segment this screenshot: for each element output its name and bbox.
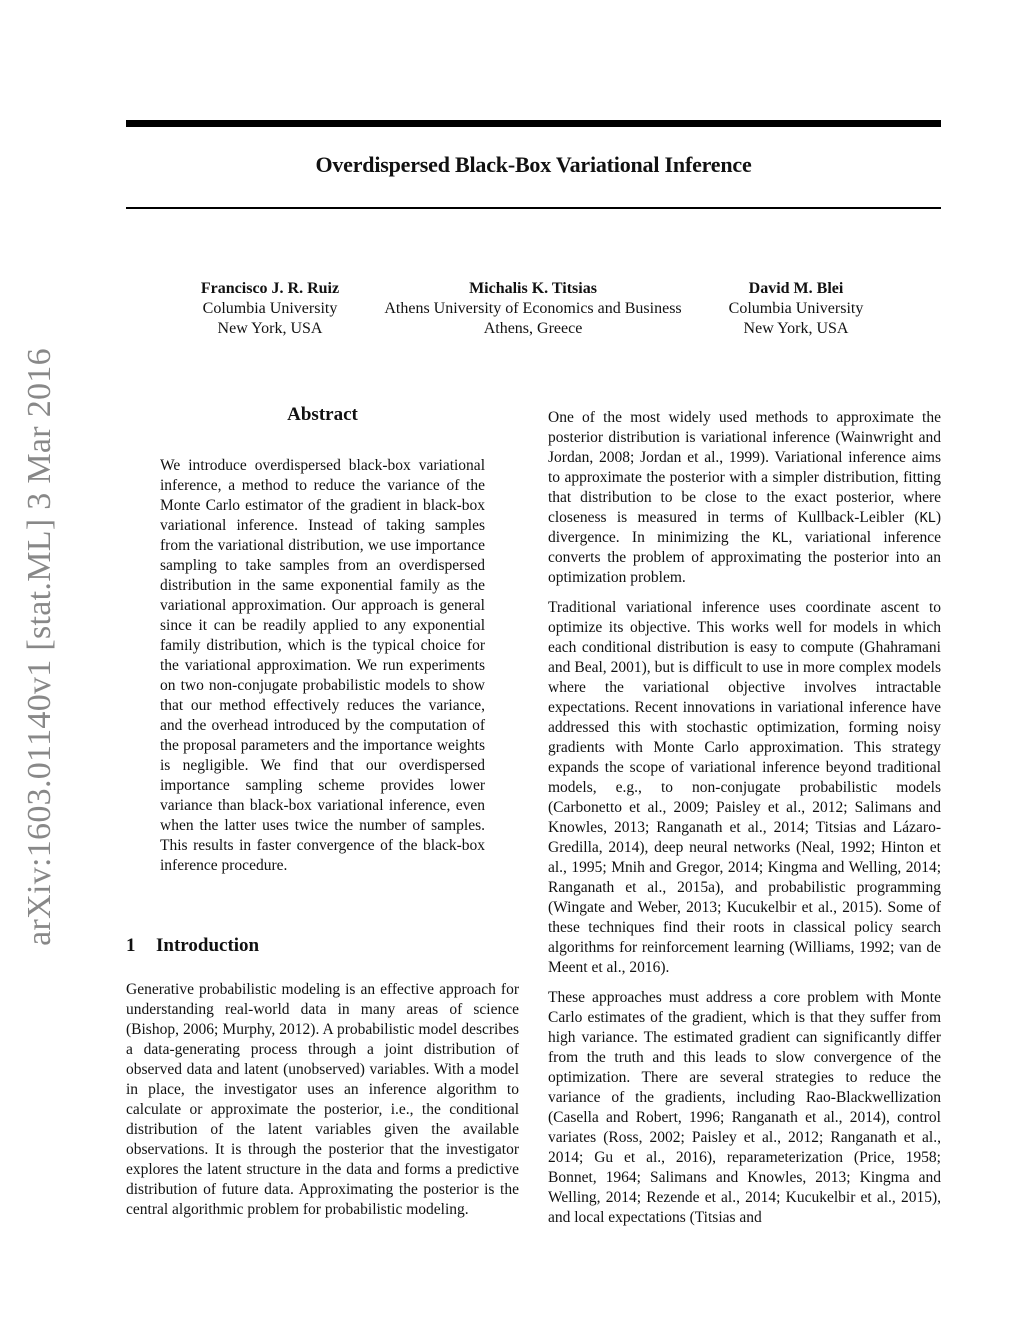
section-title: Introduction [156, 935, 260, 956]
title-bottom-rule [126, 207, 941, 209]
author-location: New York, USA [743, 320, 849, 337]
paper-title: Overdispersed Black-Box Variational Inference [315, 152, 752, 177]
author-block-ruiz [170, 279, 370, 339]
intro-paragraph-3: Traditional variational inference uses coordinate ascent to optimize its objective. This works well for models in which each conditional distribution is easy to compute (Ghahramani and Beal, 2001), but is difficult to use in more complex models where the variational objective involves intractable expectations. Recent innovations in variational inference have addressed this with stochastic optimization, forming noisy gradients with Monte Carlo approximation. This strategy expands the scope of variational inference beyond traditional models, e.g., to non-conjugate probabilistic models (Carbonetto et al., 2009; Paisley et al., 2012; Salimans and Knowles, 2013; Ranganath et al., 2014; Titsias and Lázaro-Gredilla, 2014), deep neural networks (Neal, 1992; Hinton et al., 1995; Mnih and Gregor, 2014; Kingma and Welling, 2014; Ranganath et al., 2015a), and probabilistic programming (Wingate and Weber, 2013; Kucukelbir et al., 2015). Some of these techniques find their roots in classical policy search algorithms for reinforcement learning (Williams, 1992; van de Meent et al., 2016). [548, 599, 941, 976]
section-heading-introduction [126, 935, 259, 957]
intro-paragraph-1: Generative probabilistic modeling is an effective approach for understanding real-world data in many areas of science (Bishop, 2006; Murphy, 2012). A probabilistic model describes a data-generating process through a joint distribution of observed data and latent (unobserved) variables. With a model in place, the investigator uses an inference algorithm to calculate or approximate the posterior, i.e., the conditional distribution of the latent variables given the available observations. It is through the posterior that the investigator explores the latent structure in the data and forms a predictive distribution of future data. Approximating the posterior is the central algorithmic problem for probabilistic modeling. [126, 981, 519, 1218]
intro-paragraph-2 [548, 408, 941, 588]
author-name: Francisco J. R. Ruiz [200, 280, 340, 297]
arxiv-stamp-text: arXiv:1603.01140v1 [stat.ML] 3 Mar 2016 [21, 348, 58, 946]
author-block-blei [696, 279, 896, 339]
abstract-heading: Abstract [287, 404, 358, 425]
section-number: 1 [126, 935, 136, 956]
intro-paragraph-4: These approaches must address a core problem with Monte Carlo estimates of the gradient, which is that they suffer from high variance. The estimated gradient can significantly differ from the truth and this leads to slow convergence of the optimization. There are several strategies to reduce the variance of the gradients, including Rao-Blackwellization (Casella and Robert, 1996; Ranganath et al., 2014), control variates (Ross, 2002; Paisley et al., 2012; Ranganath et al., 2014; Gu et al., 2016), reparameterization (Price, 1958; Bonnet, 1964; Salimans and Knowles, 2013; Kingma and Welling, 2014; Rezende et al., 2014; Kucukelbir et al., 2015), and local expectations (Titsias and [548, 989, 941, 1226]
author-name: David M. Blei [748, 280, 844, 297]
paragraph-text: , variational inference converts the problem of approximating the posterior into an optimization problem. [548, 529, 941, 586]
author-location: New York, USA [217, 320, 323, 337]
abstract-text: We introduce overdispersed black-box variational inference, a method to reduce the variance of the Monte Carlo estimator of the gradient in black-box variational inference. Instead of taking samples from the variational distribution, we use importance sampling to take samples from an overdispersed distribution in the same exponential family as the variational approximation. Our approach is general since it can be readily applied to any exponential family distribution, which is the typical choice for the variational approximation. We run experiments on two non-conjugate probabilistic models to show that our method effectively reduces the variance, and the overhead introduced by the computation of the proposal parameters and the importance weights is negligible. We find that our overdispersed importance sampling scheme provides lower variance than black-box variational inference, even when the latter uses twice the number of samples. This results in faster convergence of the black-box inference procedure. [160, 457, 485, 874]
author-affiliation: Athens University of Economics and Business [384, 300, 682, 317]
kl-abbreviation: KL [919, 510, 936, 526]
author-name: Michalis K. Titsias [469, 280, 597, 297]
paragraph-text: ) divergence. In minimizing the [548, 509, 941, 546]
author-affiliation: Columbia University [202, 300, 338, 317]
author-location: Athens, Greece [483, 320, 583, 337]
paragraph-text: One of the most widely used methods to approximate the posterior distribution is variational inference (Wainwright and Jordan, 2008; Jordan et al., 1999). Variational inference aims to approximate the posterior with a simpler distribution, fitting that distribution to be close to the exact posterior, where closeness is measured in terms of Kullback-Leibler ( [548, 409, 941, 526]
author-affiliation: Columbia University [728, 300, 864, 317]
kl-abbreviation: KL [772, 530, 789, 546]
title-top-rule [126, 120, 941, 127]
author-block-titsias [363, 279, 703, 339]
